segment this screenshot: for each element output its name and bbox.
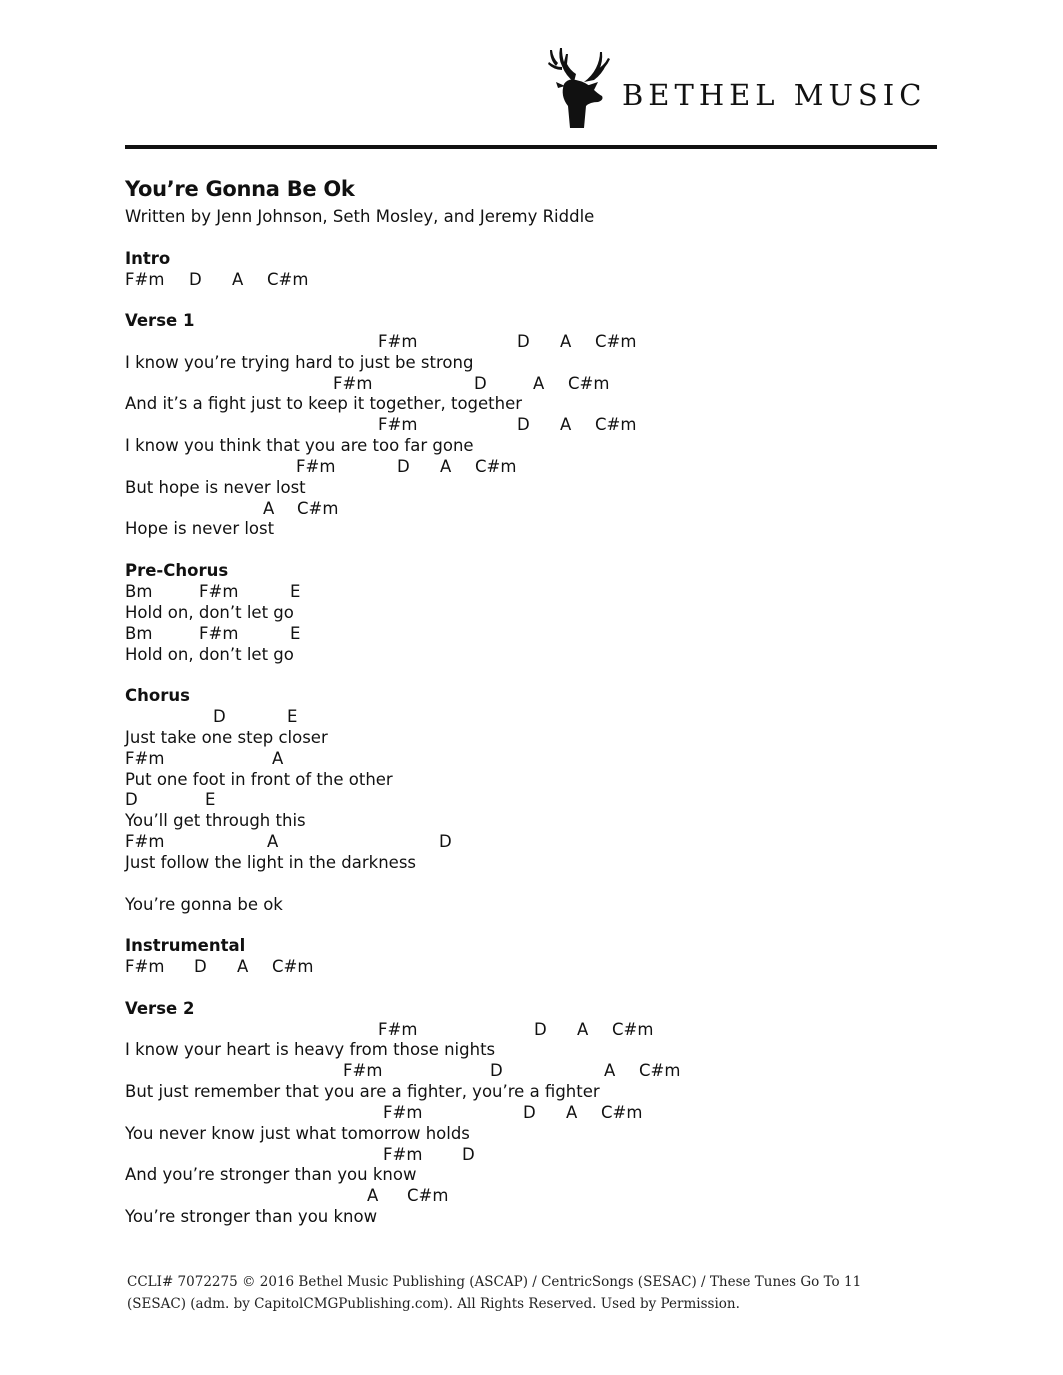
copyright-footer bbox=[127, 1271, 927, 1315]
chord: C#m bbox=[595, 415, 637, 434]
prechorus-chord-line bbox=[125, 582, 425, 602]
intro-chord-line bbox=[125, 270, 425, 290]
chord: C#m bbox=[475, 457, 517, 476]
section-heading-verse-1: Verse 1 bbox=[125, 311, 195, 330]
chord: A bbox=[272, 749, 284, 768]
chord: D bbox=[534, 1020, 547, 1039]
section-heading-verse-2: Verse 2 bbox=[125, 999, 195, 1018]
chord: D bbox=[397, 457, 410, 476]
chord: F#m bbox=[125, 832, 165, 851]
bethel-music-logo bbox=[546, 36, 926, 136]
chord: A bbox=[367, 1186, 379, 1205]
verse2-lyric-line: And you’re stronger than you know bbox=[125, 1165, 417, 1184]
copyright-line: (SESAC) (adm. by CapitolCMGPublishing.com). All Rights Reserved. Used by Permission. bbox=[127, 1296, 740, 1312]
chord: E bbox=[287, 707, 298, 726]
chord: C#m bbox=[612, 1020, 654, 1039]
chorus-lyric-line: Just follow the light in the darkness bbox=[125, 853, 417, 872]
prechorus-lyric-line: Hold on, don’t let go bbox=[125, 603, 294, 622]
chord: D bbox=[439, 832, 452, 851]
verse1-chord-line bbox=[125, 499, 725, 519]
chord: D bbox=[474, 374, 487, 393]
chord: A bbox=[263, 499, 275, 518]
chord: F#m bbox=[125, 749, 165, 768]
chorus-lyric-line: You’ll get through this bbox=[125, 811, 306, 830]
chord: E bbox=[290, 624, 301, 643]
song-title: You’re Gonna Be Ok bbox=[125, 177, 355, 201]
chord: F#m bbox=[383, 1103, 423, 1122]
verse1-chord-line bbox=[125, 415, 725, 435]
verse1-lyric-line: Hope is never lost bbox=[125, 519, 275, 538]
section-heading-instrumental: Instrumental bbox=[125, 936, 246, 955]
chord: Bm bbox=[125, 582, 153, 601]
chord: A bbox=[577, 1020, 589, 1039]
chord: Bm bbox=[125, 624, 153, 643]
chord: D bbox=[517, 415, 530, 434]
chord: E bbox=[290, 582, 301, 601]
verse1-lyric-line: I know you’re trying hard to just be strong bbox=[125, 353, 474, 372]
chord: A bbox=[560, 415, 572, 434]
chord: A bbox=[566, 1103, 578, 1122]
chord: D bbox=[462, 1145, 475, 1164]
chord: D bbox=[523, 1103, 536, 1122]
chord: F#m bbox=[378, 332, 418, 351]
chorus-chord-line bbox=[125, 749, 425, 769]
verse2-lyric-line: I know your heart is heavy from those nights bbox=[125, 1040, 496, 1059]
chord: F#m bbox=[333, 374, 373, 393]
chord: A bbox=[267, 832, 279, 851]
chord: D bbox=[213, 707, 226, 726]
chord: F#m bbox=[383, 1145, 423, 1164]
verse1-chord-line bbox=[125, 332, 725, 352]
chord: C#m bbox=[272, 957, 314, 976]
chorus-lyric-line: Put one foot in front of the other bbox=[125, 770, 393, 789]
chord: C#m bbox=[601, 1103, 643, 1122]
verse2-chord-line bbox=[125, 1020, 775, 1040]
chord: A bbox=[560, 332, 572, 351]
chord: C#m bbox=[568, 374, 610, 393]
section-heading-pre-chorus: Pre-Chorus bbox=[125, 561, 229, 580]
verse1-chord-line bbox=[125, 374, 725, 394]
prechorus-chord-line bbox=[125, 624, 425, 644]
chorus-chord-line bbox=[125, 707, 425, 727]
prechorus-lyric-line: Hold on, don’t let go bbox=[125, 645, 294, 664]
chord: F#m bbox=[378, 415, 418, 434]
chord: A bbox=[533, 374, 545, 393]
verse1-chord-line bbox=[125, 457, 725, 477]
chord: C#m bbox=[267, 270, 309, 289]
chorus-lyric-line: Just take one step closer bbox=[125, 728, 328, 747]
chord: A bbox=[440, 457, 452, 476]
verse1-lyric-line: And it’s a fight just to keep it together, together bbox=[125, 394, 523, 413]
chord: D bbox=[517, 332, 530, 351]
verse2-chord-line bbox=[125, 1103, 775, 1123]
chord: F#m bbox=[199, 582, 239, 601]
section-heading-intro: Intro bbox=[125, 249, 171, 268]
chord: C#m bbox=[595, 332, 637, 351]
verse1-lyric-line: I know you think that you are too far gone bbox=[125, 436, 474, 455]
chord: D bbox=[189, 270, 202, 289]
verse1-lyric-line: But hope is never lost bbox=[125, 478, 306, 497]
chorus-chord-line bbox=[125, 832, 525, 852]
chord: E bbox=[205, 790, 216, 809]
chord: F#m bbox=[125, 270, 165, 289]
chorus-lyric-line: You’re gonna be ok bbox=[125, 895, 283, 914]
chord: A bbox=[604, 1061, 616, 1080]
chord: C#m bbox=[407, 1186, 449, 1205]
chord: C#m bbox=[639, 1061, 681, 1080]
chord: D bbox=[125, 790, 138, 809]
verse2-chord-line bbox=[125, 1186, 775, 1206]
chord: F#m bbox=[378, 1020, 418, 1039]
chorus-chord-line bbox=[125, 790, 425, 810]
chord: A bbox=[232, 270, 244, 289]
verse2-lyric-line: You’re stronger than you know bbox=[125, 1207, 378, 1226]
chord: D bbox=[490, 1061, 503, 1080]
header-divider bbox=[125, 145, 937, 149]
verse2-chord-line bbox=[125, 1061, 775, 1081]
section-heading-chorus: Chorus bbox=[125, 686, 190, 705]
verse2-lyric-line: You never know just what tomorrow holds bbox=[125, 1124, 470, 1143]
chord: F#m bbox=[343, 1061, 383, 1080]
chord: F#m bbox=[199, 624, 239, 643]
instrumental-chord-line bbox=[125, 957, 425, 977]
chord: C#m bbox=[297, 499, 339, 518]
chord: F#m bbox=[125, 957, 165, 976]
chord: A bbox=[237, 957, 249, 976]
song-writers: Written by Jenn Johnson, Seth Mosley, and Jeremy Riddle bbox=[125, 207, 595, 226]
copyright-line: CCLI# 7072275 © 2016 Bethel Music Publishing (ASCAP) / CentricSongs (SESAC) / These Tunes Go To 11 bbox=[127, 1274, 862, 1290]
chord: F#m bbox=[296, 457, 336, 476]
verse2-lyric-line: But just remember that you are a fighter, you’re a fighter bbox=[125, 1082, 600, 1101]
brand-name: BETHEL MUSIC bbox=[622, 78, 927, 112]
chord: D bbox=[194, 957, 207, 976]
deer-head-icon bbox=[546, 36, 612, 130]
verse2-chord-line bbox=[125, 1145, 775, 1165]
